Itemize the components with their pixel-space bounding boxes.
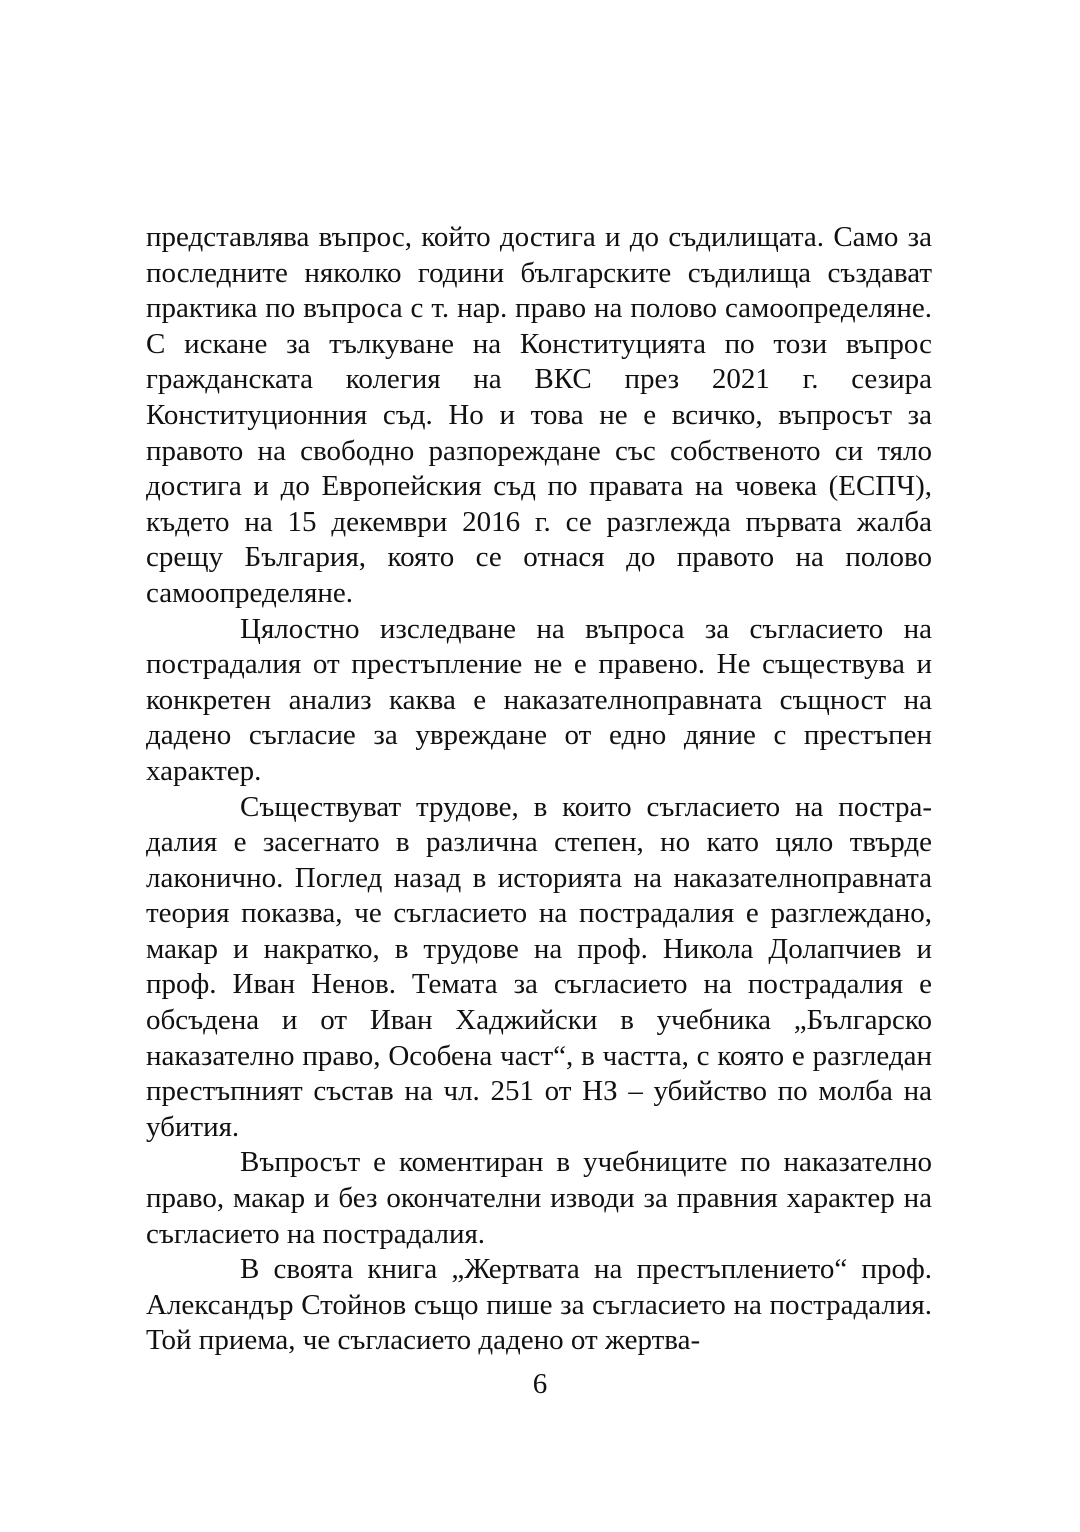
body-text xyxy=(146,220,932,1359)
paragraph-textbooks: Въпросът е коментиран в учебниците по наказателно право, макар и без окончателни изводи за правния характер на съгласието на пострадалия. xyxy=(146,1146,932,1250)
paragraph-victim-book: В своята книга „Жертвата на престъплението“ проф. Александър Стойнов също пише за съгласието на пострадалия. Той приема, че съгласието дадено от жертва- xyxy=(146,1253,932,1357)
paragraph-existing-works: Съществуват трудове, в които съгласието на пострадалия е засегнато в различна степен, но като цяло твърде лаконично. Поглед назад в историята на наказателноправната теория показва, че съгласието на пострадалия е разглеждано, макар и накратко, в трудове на проф. Никола Долапчиев и проф. Иван Ненов. Темата за съгласието на пострадалия е обсъдена и от Иван Хаджийски в учебника „Българско наказателно право, Особена част“, в частта, с която е разгледан престъпният състав на чл. 251 от НЗ – убийство по молба на убития. xyxy=(146,790,932,1143)
paragraph-research-gap: Цялостно изследване на въпроса за съгласието на пострадалия от престъпление не е правено. Не съществува и конкретен анализ каква е наказателноправната същност на дадено съгласие за увреждане от едно дяние с престъпен характер. xyxy=(146,612,932,787)
page-number: 6 xyxy=(532,1368,548,1400)
paragraph-continuation: представлява въпрос, който достига и до съдилищата. Само за последните няколко години българските съдилища създават практика по въпроса с т. нар. право на полово самоопределяне. С искане за тълкуване на Конституцията по този въпрос гражданската колегия на ВКС през 2021 г. сезира Конституционния съд. Но и това не е всичко, въпросът за правото на свободно разпореждане със собственото си тяло достига и до Европейския съд по правата на човека (ЕСПЧ), където на 15 декември 2016 г. се разглежда първата жалба срещу България, която се отнася до правото на полово самоопределяне. xyxy=(146,221,932,609)
